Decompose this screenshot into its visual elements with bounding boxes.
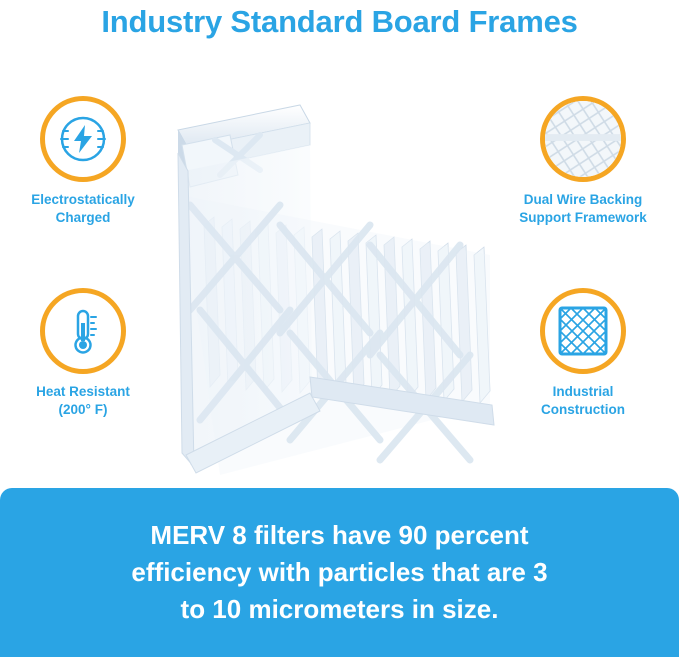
pleated-air-filter-illustration: [160, 75, 505, 475]
feature-label-line1: Electrostatically: [31, 192, 135, 207]
feature-label-line1: Heat Resistant: [36, 384, 130, 399]
feature-label: [508, 383, 658, 418]
feature-label: [8, 383, 158, 418]
feature-badge-circle: [40, 288, 126, 374]
feature-label-line1: Industrial: [552, 384, 614, 399]
feature-badge-circle: [540, 288, 626, 374]
feature-label-line2: (200° F): [58, 401, 108, 417]
feature-electrostatically-charged: [8, 96, 158, 226]
feature-label: [508, 191, 658, 226]
feature-heat-resistant: [8, 288, 158, 418]
banner-text: [91, 517, 587, 628]
feature-dual-wire-backing: [508, 96, 658, 226]
banner-line-1: MERV 8 filters have 90 percent: [150, 520, 529, 551]
mesh-square-icon: [557, 305, 609, 357]
page-title: Industry Standard Board Frames: [101, 4, 578, 39]
feature-industrial-construction: [508, 288, 658, 418]
feature-label: [8, 191, 158, 226]
feature-label-line2: Charged: [55, 209, 111, 225]
feature-label-line1: Dual Wire Backing: [523, 192, 643, 207]
banner-line-2: efficiency with particles that are 3: [131, 557, 548, 588]
feature-badge-circle: [540, 96, 626, 182]
feature-label-line2: Support Framework: [519, 209, 647, 225]
feature-label-line2: Construction: [541, 401, 625, 417]
feature-badge-circle: [40, 96, 126, 182]
merv-info-banner: [0, 488, 679, 657]
lightning-bolt-icon: [59, 115, 107, 163]
wire-mesh-photo-icon: [545, 100, 621, 178]
banner-line-3: to 10 micrometers in size.: [180, 593, 499, 624]
thermometer-icon: [59, 305, 107, 357]
